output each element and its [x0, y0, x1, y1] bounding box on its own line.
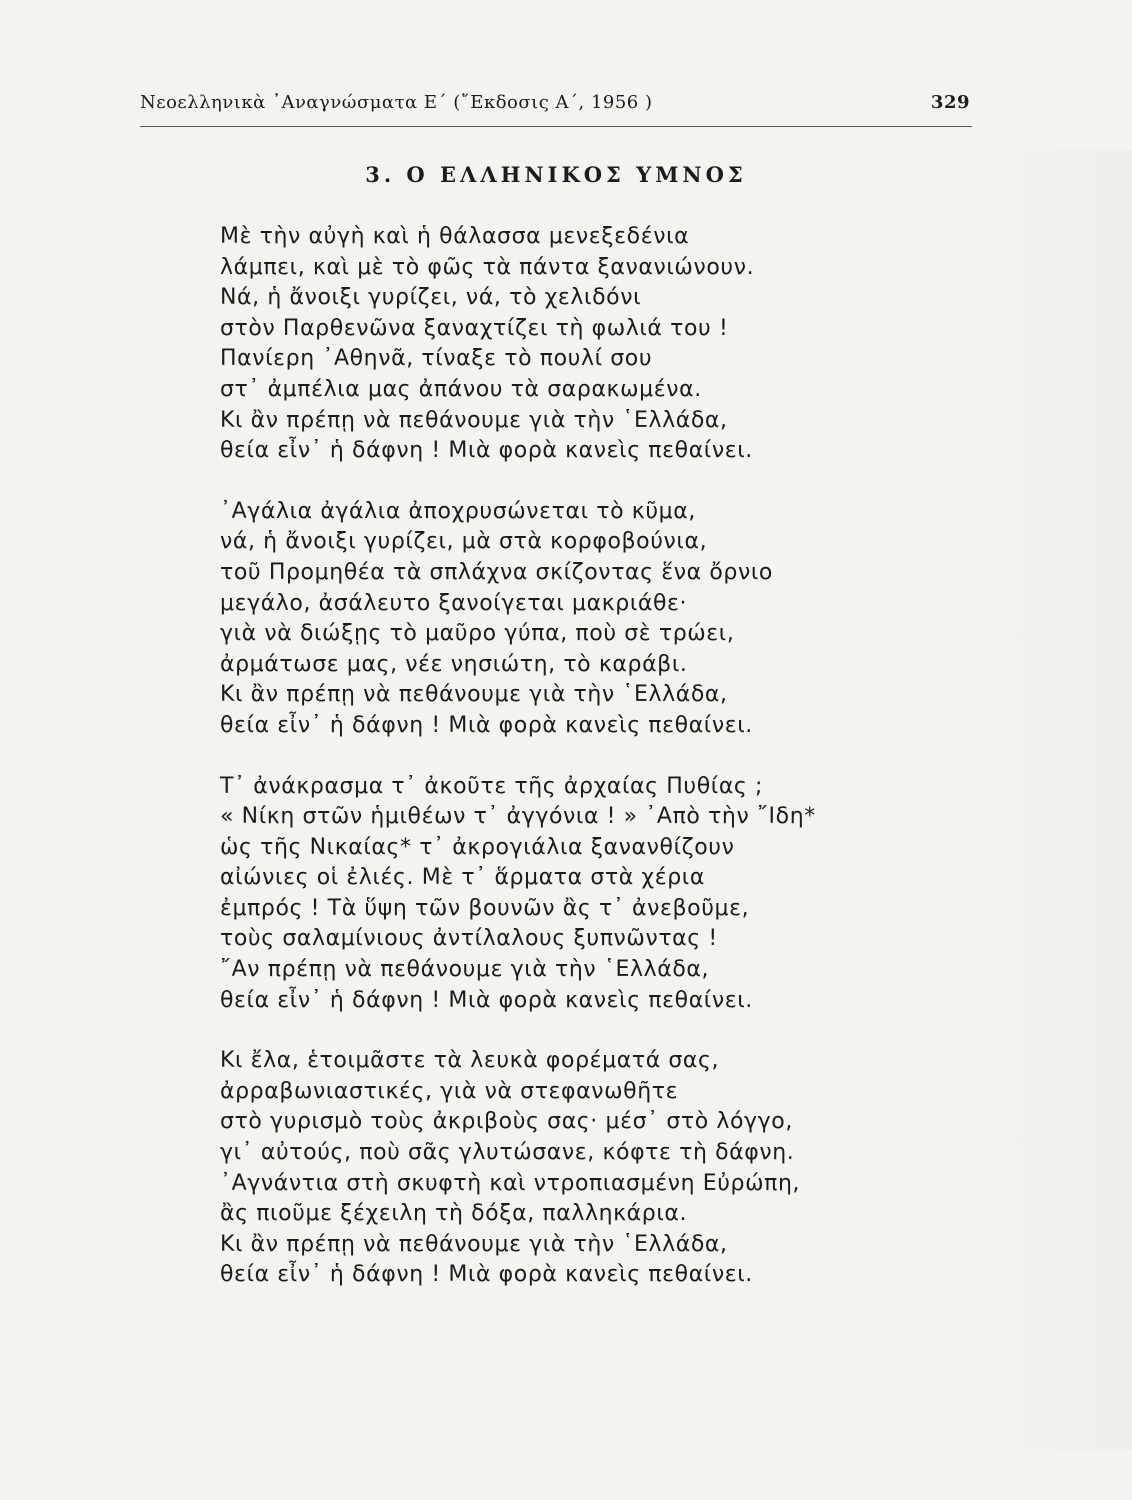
refrain-line: θεία εἶν᾿ ἡ δάφνη ! Μιὰ φορὰ κανεὶς πεθαίνει.: [220, 712, 753, 738]
poem-line: γι᾿ αὐτούς, ποὺ σᾶς γλυτώσανε, κόφτε τὴ δάφνη.: [220, 1140, 795, 1166]
poem-line: τοὺς σαλαμίνιους ἀντίλαλους ξυπνῶντας !: [220, 926, 718, 952]
poem-line: « Νίκη στῶν ἡμιθέων τ᾿ ἀγγόνια ! » ᾿Απὸ τὴν ῎Ιδη*: [220, 804, 816, 830]
poem-line: Τ᾿ ἀνάκρασμα τ᾿ ἀκοῦτε τῆς ἀρχαίας Πυθίας ;: [220, 773, 764, 799]
poem-line: ᾿Αγνάντια στὴ σκυφτὴ καὶ ντροπιασμένη Εὐρώπη,: [220, 1170, 801, 1196]
stanza-1: [220, 222, 980, 467]
poem-line: Μὲ τὴν αὐγὴ καὶ ἡ θάλασσα μενεξεδένια: [220, 224, 690, 249]
page-bleed-through: [962, 150, 1132, 1450]
poem-line: Νά, ἡ ἄνοιξι γυρίζει, νά, τὸ χελιδόνι: [220, 285, 642, 311]
poem-line: Κι ἔλα, ἑτοιμᾶστε τὰ λευκὰ φορέματά σας,: [220, 1048, 720, 1074]
refrain-line: Κι ἂν πρέπῃ νὰ πεθάνουμε γιὰ τὴν ῾Ελλάδα,: [220, 407, 728, 433]
page-number: 329: [930, 92, 970, 113]
refrain-line: θεία εἶν᾿ ἡ δάφνη ! Μιὰ φορὰ κανεὶς πεθαίνει.: [220, 987, 753, 1013]
poem-title: 3. Ο ΕΛΛΗΝΙΚΟΣ ΥΜΝΟΣ: [365, 162, 747, 187]
poem-line: νά, ἡ ἄνοιξι γυρίζει, μὰ στὰ κορφοβούνια,: [220, 529, 708, 555]
stanza-3: [220, 772, 980, 1017]
refrain-line: Κι ἂν πρέπῃ νὰ πεθάνουμε γιὰ τὴν ῾Ελλάδα,: [220, 682, 728, 708]
poem-line: στ᾿ ἀμπέλια μας ἀπάνου τὰ σαρακωμένα.: [220, 376, 702, 402]
header-rule: [140, 126, 972, 127]
poem-line: στὸ γυρισμὸ τοὺς ἀκριβοὺς σας· μέσ᾿ στὸ λόγγο,: [220, 1109, 793, 1135]
poem-body: [220, 222, 980, 1291]
poem-line: ἐμπρός ! Τὰ ὕψη τῶν βουνῶν ἂς τ᾿ ἀνεβοῦμε,: [220, 895, 750, 921]
poem-line: λάμπει, καὶ μὲ τὸ φῶς τὰ πάντα ξανανιώνουν.: [220, 254, 755, 280]
poem-line: ὡς τῆς Νικαίας* τ᾿ ἀκρογιάλια ξανανθίζουν: [220, 834, 735, 860]
poem-line: στὸν Παρθενῶνα ξαναχτίζει τὴ φωλιά του !: [220, 315, 729, 341]
poem-line: τοῦ Προμηθέα τὰ σπλάχνα σκίζοντας ἕνα ὄρνιο: [220, 559, 773, 585]
poem-line: γιὰ νὰ διώξῃς τὸ μαῦρο γύπα, ποὺ σὲ τρώει,: [220, 621, 735, 647]
refrain-line: θεία εἶν᾿ ἡ δάφνη ! Μιὰ φορὰ κανεὶς πεθαίνει.: [220, 438, 753, 464]
stanza-4: [220, 1046, 980, 1291]
poem-line: μεγάλο, ἀσάλευτο ξανοίγεται μακριάθε·: [220, 590, 688, 616]
poem-line: ἀρραβωνιαστικές, γιὰ νὰ στεφανωθῆτε: [220, 1078, 679, 1104]
poem-line: ᾿Αγάλια ἀγάλια ἀποχρυσώνεται τὸ κῦμα,: [220, 498, 696, 524]
poem-line: αἰώνιες οἱ ἐλιές. Μὲ τ᾿ ἅρματα στὰ χέρια: [220, 865, 705, 891]
running-title: Νεοελληνικὰ ᾿Αναγνώσματα Ε΄ (῎Εκδοσις Α΄, 1956 ): [140, 92, 653, 113]
poem-line: ἀρμάτωσε μας, νέε νησιώτη, τὸ καράβι.: [220, 651, 688, 677]
running-header: [140, 92, 970, 122]
stanza-2: [220, 497, 980, 742]
poem-line: Πανίερη ᾿Αθηνᾶ, τίναξε τὸ πουλί σου: [220, 346, 653, 372]
refrain-line: Κι ἂν πρέπῃ νὰ πεθάνουμε γιὰ τὴν ῾Ελλάδα,: [220, 1231, 728, 1257]
refrain-line: ῎Αν πρέπῃ νὰ πεθάνουμε γιὰ τὴν ῾Ελλάδα,: [220, 957, 710, 983]
refrain-line: θεία εἶν᾿ ἡ δάφνη ! Μιὰ φορὰ κανεὶς πεθαίνει.: [220, 1262, 753, 1288]
poem-line: ἂς πιοῦμε ξέχειλη τὴ δόξα, παλληκάρια.: [220, 1201, 688, 1227]
